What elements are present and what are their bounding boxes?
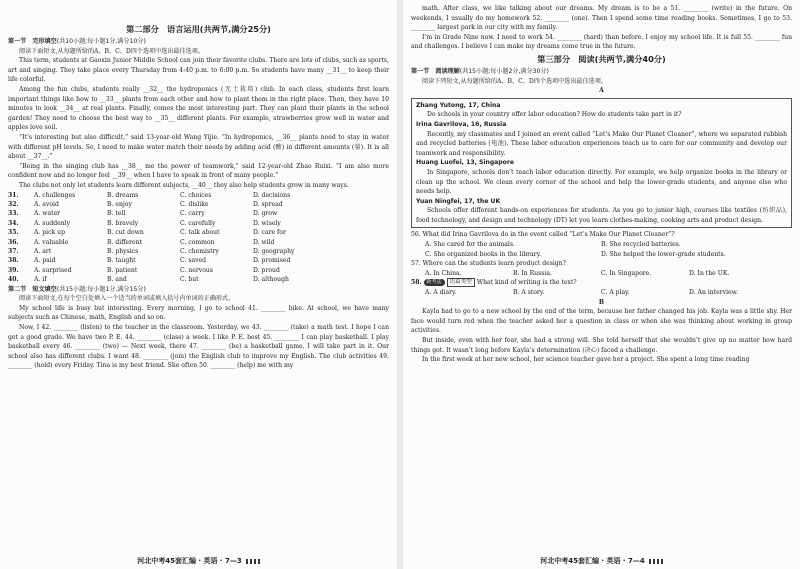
choice-option: C. choices xyxy=(180,191,212,199)
choice-option: A. paid xyxy=(34,257,56,265)
choice-option: A. surprised xyxy=(34,266,72,274)
fill-paragraph: Now, I 42. ________ (listen) to the teacher in the classroom. Yesterday, we 43. ________ (take) a math test. I hope I can get a good grade. We have two P. E. 44. ________ (class) a week. I like P. E. best 45. ________ I can play basketball. I play basketball every 46. ________ (two) — Next week, there 47. ________ (be) a basketball game. I will take part in it. Our school also has different clubs. I want 48. ________ (join) the English club to improve my English. The club activities 49. ________ (hold) every Friday. Tina is my best friend. She often 50. ________ (help) me with my xyxy=(8,323,389,370)
text-type-label: 语篇类型 xyxy=(447,278,475,287)
question-number: 37. xyxy=(8,247,19,255)
fill-paragraph: My school life is busy but interesting. Every morning, I go to school 41. ________ bike. At school, we have many subjects such as Chinese, math, English and so on. xyxy=(8,304,389,322)
question-57: 57. Where can the students learn product design? xyxy=(411,260,566,268)
choice-option: C. but xyxy=(180,276,199,284)
choice-option: D. proud xyxy=(253,266,280,274)
question-56: 56. What did Irina Gavrilova do in the event called “Let’s Make Our Planet Cleaner”? xyxy=(411,231,675,239)
right-footer xyxy=(403,553,800,569)
choice-option: A. pick up xyxy=(34,229,65,237)
cloze-instructions: 阅读下面短文,从每题所给的A、B、C、D四个选项中选出最佳选项。 xyxy=(19,47,204,55)
cloze-note: (共10小题;每小题1分,满分10分) xyxy=(56,38,146,45)
choice-option: C. carry xyxy=(180,210,205,218)
footer-decoration-icon xyxy=(246,559,260,564)
choice-option: B. tell xyxy=(107,210,126,218)
choice-option: D. promised xyxy=(253,257,291,265)
right-footer-text: 河北中考45套汇编 · 英语 · 7—4 xyxy=(540,557,645,565)
choice-option: A. art xyxy=(34,247,52,255)
choice-option: D. decisions xyxy=(253,191,291,199)
choice-row xyxy=(8,219,389,228)
choice-row xyxy=(8,200,389,209)
question-number: 33. xyxy=(8,210,19,218)
answer-option: A. A diary. xyxy=(425,289,457,297)
choice-row xyxy=(8,275,389,284)
passage-b xyxy=(411,307,792,365)
choice-option: D. geography xyxy=(253,247,295,255)
speaker-name: Yuan Ningfei, 17, the UK xyxy=(416,197,501,205)
answer-option: B. In Russia. xyxy=(513,269,552,277)
cloze-choices xyxy=(8,191,389,285)
speaker-text: In Singapore, schools don’t teach labor education directly. For example, we help organize books in the library or clean up the school. We clean every corner of the school and help the lower-grade students, and anyone else who needs help. xyxy=(416,168,787,196)
choice-option: B. bravely xyxy=(107,219,139,227)
answer-option: C. In Singapore. xyxy=(601,269,652,277)
q58-number: 58. xyxy=(411,279,422,287)
fill-passage xyxy=(8,304,389,371)
fill-heading xyxy=(8,285,389,295)
choice-option: D. spread xyxy=(253,200,283,208)
reading-instructions: 阅读下列短文,从每题所给的A、B、C、D四个选项中选出最佳选项。 xyxy=(422,77,607,85)
cloze-paragraph: “Being in the singing club has __38__ me the power of teamwork,” said 12-year-old Zhao Ruixi. “I am also more confident now and no longer feel __39__ when I have to speak in front of many people.” xyxy=(8,162,389,180)
answer-option: B. She recycled batteries. xyxy=(601,241,681,249)
choice-option: C. common xyxy=(180,238,215,246)
choice-row xyxy=(8,256,389,265)
choice-option: C. carefully xyxy=(180,219,216,227)
right-column xyxy=(411,4,792,365)
choice-option: A. suddenly xyxy=(34,219,71,227)
answer-option: A. She cared for the animals. xyxy=(425,241,515,249)
question-56-options xyxy=(411,240,792,259)
choice-row xyxy=(8,228,389,237)
left-page xyxy=(0,0,397,569)
passage-b-paragraph: In the first week at her new school, her science teacher gave her a project. She spent a long time reading xyxy=(422,356,750,364)
choice-option: B. patient xyxy=(107,266,138,274)
reading-head: 第一节 阅读理解 xyxy=(411,67,460,75)
cloze-paragraph: “It’s interesting but also difficult,” said 13-year-old Wang Yijie. “In hydroponics, __36__ plants need to stay in water with different pH levels. So, I need to make water match their needs by adding acid (酸) in different amounts (量). It is all about __37__.” xyxy=(8,133,389,161)
cloze-paragraph: This term, students at Gaoxin Junior Middle School can join their favorite clubs. There are lots of clubs, such as sports, art and singing. They take place every Thursday from 4:40 p.m. to 6:00 p.m. So students have many __31__ to keep their life colorful. xyxy=(8,57,389,84)
question-number: 40. xyxy=(8,276,19,284)
choice-row xyxy=(8,238,389,247)
answer-option: B. A story. xyxy=(513,289,545,297)
choice-option: B. enjoy xyxy=(107,200,132,208)
choice-row xyxy=(8,191,389,200)
left-footer-text: 河北中考45套汇编 · 英语 · 7—3 xyxy=(137,557,242,565)
question-number: 32. xyxy=(8,200,19,208)
choice-option: C. nervous xyxy=(180,266,213,274)
choice-option: D. although xyxy=(253,276,289,284)
cloze-heading xyxy=(8,37,389,47)
passage-b-label: B xyxy=(598,298,605,306)
choice-option: D. wisely xyxy=(253,219,281,227)
fill-head: 第二节 短文填空 xyxy=(8,285,57,293)
cloze-head: 第一节 完形填空 xyxy=(8,38,57,45)
answer-option: D. In the UK. xyxy=(689,269,730,277)
question-57-options xyxy=(411,269,792,279)
cloze-paragraph: Among the fun clubs, students really __32__ the hydroponics (无土栽培) club. In each class, students first learn important things like how to __33__ plants from each other and how to plant them in the right place. Then, they have 10 minutes to look __34__ at real plants. Finally, comes the most interesting part. They can plant their plants in the school garden! They need to choose the best way to __35__ different plants. For example, strawberries grow well in water and apples love soil. xyxy=(8,85,389,132)
reading-heading xyxy=(411,67,792,77)
speaker-text: Recently, my classmates and I joined an event called “Let’s Make Our Planet Cleaner”, where we separated rubbish and recycled batteries (电池). These labor education experiences teach us to care for our community and develop our teamwork and responsibility. xyxy=(416,130,787,157)
question-number: 35. xyxy=(8,229,19,237)
fill-note: (共15小题;每小题1分,满分15分) xyxy=(56,285,146,293)
choice-option: C. chemistry xyxy=(180,247,219,255)
choice-option: B. cut down xyxy=(107,229,144,237)
choice-option: B. physics xyxy=(107,247,139,255)
choice-row xyxy=(8,247,389,256)
question-number: 34. xyxy=(8,219,19,227)
choice-option: A. avoid xyxy=(34,200,59,208)
fill-paragraph: math. After class, we like talking about our dreams. My dream is to be a 51. ________ (write) in the future. On weekends, I usually do my homework 52. ________ (one). Then I spend some time reading books. Sometimes, I go to 53. ________ largest park in our city with my family. xyxy=(411,5,792,32)
choice-option: D. wild xyxy=(253,238,275,246)
answer-option: C. A play. xyxy=(601,289,630,297)
choice-option: A. if xyxy=(34,276,47,284)
right-page xyxy=(403,0,800,569)
reading-note: (共15小题;每小题2分,满分30分) xyxy=(459,67,549,75)
choice-option: A. water xyxy=(34,210,61,218)
choice-row xyxy=(8,266,389,275)
speaker-name: Zhang Yutong, 17, China xyxy=(416,101,501,109)
choice-row xyxy=(8,209,389,218)
choice-option: C. talk about xyxy=(180,229,220,237)
speaker-name: Irina Gavrilova, 16, Russia xyxy=(416,120,507,128)
speaker-text: Schools offer different hands-on experiences for students. As you go to junior high, courses like textiles (纺织品), food technology, and design and technology (DT) let you learn clothes-making, cooking arts and product design. xyxy=(416,207,787,224)
choice-option: A. valuable xyxy=(34,238,69,246)
part3-title: 第三部分 阅读(共两节,满分40分) xyxy=(537,53,666,64)
passage-a-label: A xyxy=(599,87,604,95)
passage-b-paragraph: Kayla had to go to a new school by the end of the term, because her father changed his job. Kayla was a little shy. Her face would turn red when the teacher asked her a question in class or when she was thinking about working in group activities. xyxy=(411,308,792,335)
answer-option: D. An interview. xyxy=(689,289,739,297)
answer-option: A. In China. xyxy=(425,269,462,277)
question-58-options xyxy=(411,288,792,298)
fill-paragraph: I’m in Grade Nine now. I need to work 54. ________ (hard) than before. I enjoy my school life. It is full 55. ________ fun and challenges. I believe I can make my dreams come true in the future. xyxy=(411,33,792,51)
question-58 xyxy=(411,278,792,288)
choice-option: D. care for xyxy=(253,229,286,237)
question-number: 36. xyxy=(8,238,19,246)
question-number: 38. xyxy=(8,257,19,265)
choice-option: B. taught xyxy=(107,257,136,265)
choice-option: A. challenges xyxy=(34,191,76,199)
cloze-passage xyxy=(8,56,389,190)
fill-instructions: 阅读下面短文,在每个空白处填入一个适当的单词或填入括号内单词的正确形式。 xyxy=(19,295,235,303)
passage-b-paragraph: But inside, even with her fear, she had a strong will. She told herself that she wouldn’t give up no matter how hard things got. It wasn’t long before Kayla’s determination (决心) faced a challenge. xyxy=(411,337,792,354)
q58-text: What kind of writing is the text? xyxy=(476,279,577,287)
question-number: 39. xyxy=(8,266,19,274)
left-column xyxy=(8,22,389,371)
choice-option: C. dislike xyxy=(180,200,209,208)
cloze-paragraph: The clubs not only let students learn different subjects, __40__ they also help students grow in many ways. xyxy=(19,181,349,189)
new-method-tag: 新考法 xyxy=(424,279,445,286)
answer-option: C. She organized books in the library. xyxy=(425,250,542,258)
question-number: 31. xyxy=(8,191,19,199)
footer-decoration-icon xyxy=(649,559,663,564)
choice-option: B. and xyxy=(107,276,127,284)
speaker-text: Do schools in your country offer labor education? How do students take part in it? xyxy=(427,111,682,119)
choice-option: D. grow xyxy=(253,210,278,218)
answer-option: D. She helped the lower-grade students. xyxy=(601,250,726,258)
choice-option: B. different xyxy=(107,238,143,246)
choice-option: C. saved xyxy=(180,257,207,265)
part2-title: 第二部分 语言运用(共两节,满分25分) xyxy=(126,24,271,34)
left-footer xyxy=(0,553,397,569)
passage-a-box xyxy=(411,98,792,229)
fill-passage-continued xyxy=(411,4,792,52)
speaker-name: Huang Luofei, 13, Singapore xyxy=(416,159,514,167)
choice-option: B. dreams xyxy=(107,191,139,199)
